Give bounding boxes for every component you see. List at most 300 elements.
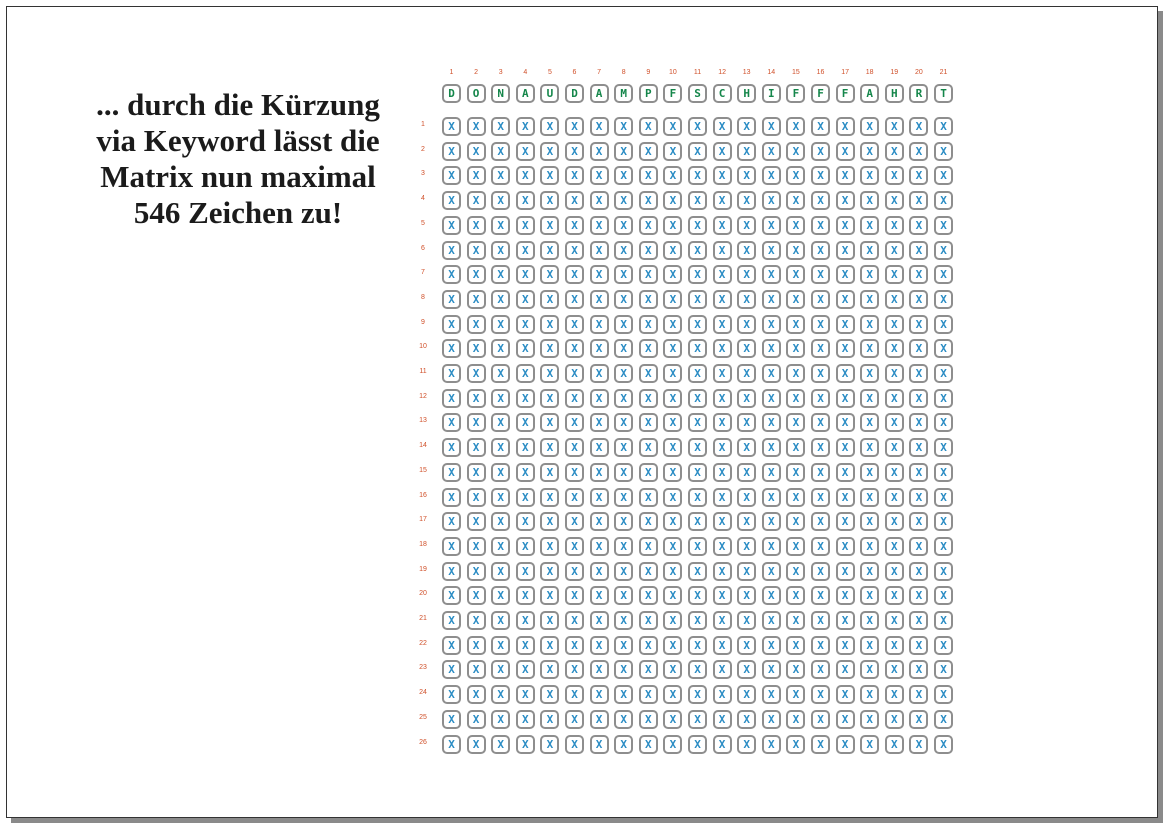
matrix-cell: X <box>786 265 805 284</box>
matrix-cell: X <box>836 265 855 284</box>
matrix-cell: X <box>885 636 904 655</box>
matrix-cell: X <box>836 216 855 235</box>
matrix-cell: X <box>885 191 904 210</box>
matrix-cell: X <box>713 241 732 260</box>
matrix-cell: X <box>614 537 633 556</box>
matrix-cell: X <box>860 636 879 655</box>
matrix-cell: X <box>565 265 584 284</box>
matrix-cell: X <box>909 339 928 358</box>
matrix-cell: X <box>909 413 928 432</box>
column-number: 20 <box>914 69 923 76</box>
matrix-cell: X <box>786 488 805 507</box>
matrix-cell: X <box>663 710 682 729</box>
matrix-cell: X <box>786 389 805 408</box>
matrix-cell: X <box>737 660 756 679</box>
matrix-cell: X <box>467 166 486 185</box>
matrix-cell: X <box>762 488 781 507</box>
row-number: 22 <box>419 639 427 647</box>
matrix-cell: X <box>885 611 904 630</box>
keyword-cell: C <box>713 84 732 103</box>
matrix-cell: X <box>737 685 756 704</box>
matrix-cell: X <box>639 290 658 309</box>
matrix-cell: X <box>442 611 461 630</box>
matrix-cell: X <box>467 290 486 309</box>
caption-line-3: Matrix nun maximal <box>100 159 376 194</box>
matrix-cell: X <box>565 512 584 531</box>
matrix-cell: X <box>909 265 928 284</box>
matrix-cell: X <box>885 685 904 704</box>
matrix-cell: X <box>836 611 855 630</box>
matrix-cell: X <box>713 339 732 358</box>
matrix-cell: X <box>762 117 781 136</box>
column-number: 14 <box>767 69 776 76</box>
matrix-cell: X <box>639 166 658 185</box>
matrix-cell: X <box>565 537 584 556</box>
matrix-cell: X <box>688 463 707 482</box>
matrix-cell: X <box>786 735 805 754</box>
matrix-cell: X <box>786 685 805 704</box>
matrix-cell: X <box>590 216 609 235</box>
matrix-cell: X <box>491 265 510 284</box>
matrix-cell: X <box>467 512 486 531</box>
matrix-cell: X <box>737 586 756 605</box>
matrix-cell: X <box>762 438 781 457</box>
matrix-cell: X <box>663 488 682 507</box>
matrix-cell: X <box>713 512 732 531</box>
matrix-cell: X <box>442 438 461 457</box>
matrix-cell: X <box>934 241 953 260</box>
matrix-cell: X <box>909 389 928 408</box>
row-number: 23 <box>419 664 427 672</box>
matrix-cell: X <box>688 636 707 655</box>
matrix-cell: X <box>491 339 510 358</box>
matrix-cell: X <box>491 611 510 630</box>
matrix-cell: X <box>639 265 658 284</box>
matrix-cell: X <box>737 241 756 260</box>
matrix-cell: X <box>565 562 584 581</box>
matrix-cell: X <box>639 586 658 605</box>
matrix-cell: X <box>442 636 461 655</box>
row-number: 26 <box>419 738 427 746</box>
matrix-cell: X <box>811 512 830 531</box>
matrix-cell: X <box>565 685 584 704</box>
row-number: 5 <box>421 219 425 227</box>
matrix-cell: X <box>614 735 633 754</box>
matrix-cell: X <box>442 685 461 704</box>
matrix-cell: X <box>885 735 904 754</box>
matrix-cell: X <box>811 117 830 136</box>
keyword-cell: D <box>442 84 461 103</box>
matrix-cell: X <box>467 142 486 161</box>
matrix-cell: X <box>811 265 830 284</box>
matrix-cell: X <box>909 710 928 729</box>
matrix-cell: X <box>442 488 461 507</box>
matrix-cell: X <box>836 117 855 136</box>
matrix-cell: X <box>836 315 855 334</box>
matrix-cell: X <box>811 290 830 309</box>
matrix-cell: X <box>860 562 879 581</box>
matrix-cell: X <box>590 389 609 408</box>
matrix-cell: X <box>663 166 682 185</box>
matrix-cell: X <box>688 315 707 334</box>
matrix-cell: X <box>491 389 510 408</box>
matrix-cell: X <box>590 117 609 136</box>
matrix-cell: X <box>762 660 781 679</box>
matrix-cell: X <box>442 315 461 334</box>
matrix-cell: X <box>811 636 830 655</box>
matrix-cell: X <box>442 241 461 260</box>
matrix-cell: X <box>614 389 633 408</box>
matrix-cell: X <box>836 241 855 260</box>
matrix-cell: X <box>811 389 830 408</box>
row-number: 21 <box>419 615 427 622</box>
matrix-cell: X <box>811 562 830 581</box>
matrix-cell: X <box>713 315 732 334</box>
row-number: 17 <box>419 516 427 524</box>
matrix-cell: X <box>614 562 633 581</box>
matrix-cell: X <box>516 290 535 309</box>
matrix-cell: X <box>786 438 805 457</box>
matrix-cell: X <box>491 191 510 210</box>
row-number: 15 <box>419 466 427 474</box>
matrix-cell: X <box>663 660 682 679</box>
matrix-cell: X <box>565 364 584 383</box>
matrix-cell: X <box>663 586 682 605</box>
matrix-cell: X <box>491 636 510 655</box>
matrix-cell: X <box>590 339 609 358</box>
matrix-cell: X <box>885 586 904 605</box>
matrix-cell: X <box>639 389 658 408</box>
matrix-cell: X <box>762 611 781 630</box>
matrix-cell: X <box>762 191 781 210</box>
keyword-cell: F <box>811 84 830 103</box>
matrix-cell: X <box>688 191 707 210</box>
column-number: 19 <box>890 69 899 76</box>
matrix-cell: X <box>565 117 584 136</box>
matrix-cell: X <box>934 611 953 630</box>
matrix-cell: X <box>565 290 584 309</box>
matrix-cell: X <box>860 389 879 408</box>
matrix-cell: X <box>614 463 633 482</box>
matrix-cell: X <box>663 438 682 457</box>
matrix-cell: X <box>491 685 510 704</box>
matrix-cell: X <box>737 216 756 235</box>
matrix-cell: X <box>467 660 486 679</box>
matrix-cell: X <box>516 636 535 655</box>
matrix-cell: X <box>467 537 486 556</box>
matrix-cell: X <box>540 142 559 161</box>
matrix-cell: X <box>491 660 510 679</box>
matrix-cell: X <box>934 438 953 457</box>
matrix-cell: X <box>565 660 584 679</box>
matrix-cell: X <box>786 191 805 210</box>
matrix-cell: X <box>885 488 904 507</box>
matrix-cell: X <box>590 413 609 432</box>
matrix-cell: X <box>860 413 879 432</box>
matrix-cell: X <box>688 166 707 185</box>
matrix-cell: X <box>713 265 732 284</box>
matrix-cell: X <box>934 413 953 432</box>
matrix-cell: X <box>663 636 682 655</box>
matrix-cell: X <box>540 364 559 383</box>
matrix-cell: X <box>909 463 928 482</box>
matrix-cell: X <box>614 166 633 185</box>
matrix-cell: X <box>540 611 559 630</box>
matrix-cell: X <box>688 537 707 556</box>
matrix-cell: X <box>737 537 756 556</box>
matrix-cell: X <box>860 537 879 556</box>
keyword-cell: U <box>540 84 559 103</box>
matrix-cell: X <box>442 265 461 284</box>
matrix-cell: X <box>737 364 756 383</box>
matrix-cell: X <box>909 488 928 507</box>
column-number: 11 <box>693 69 702 76</box>
matrix-cell: X <box>885 339 904 358</box>
matrix-cell: X <box>491 413 510 432</box>
matrix-cell: X <box>516 413 535 432</box>
matrix-cell: X <box>590 636 609 655</box>
matrix-cell: X <box>786 117 805 136</box>
matrix-cell: X <box>737 142 756 161</box>
matrix-cell: X <box>909 685 928 704</box>
matrix-cell: X <box>934 463 953 482</box>
matrix-cell: X <box>590 537 609 556</box>
matrix-cell: X <box>467 586 486 605</box>
matrix-cell: X <box>614 636 633 655</box>
matrix-cell: X <box>860 166 879 185</box>
matrix-cell: X <box>786 710 805 729</box>
matrix-cell: X <box>516 166 535 185</box>
matrix-cell: X <box>565 413 584 432</box>
matrix-cell: X <box>762 315 781 334</box>
matrix-cell: X <box>614 290 633 309</box>
matrix-cell: X <box>614 710 633 729</box>
matrix-cell: X <box>860 463 879 482</box>
row-number: 8 <box>421 293 425 301</box>
matrix-cell: X <box>540 636 559 655</box>
matrix-cell: X <box>811 216 830 235</box>
matrix-cell: X <box>762 241 781 260</box>
matrix-cell: X <box>442 562 461 581</box>
caption-line-2: via Keyword lässt die <box>96 123 380 158</box>
matrix-cell: X <box>639 562 658 581</box>
matrix-cell: X <box>491 512 510 531</box>
matrix-cell: X <box>762 586 781 605</box>
matrix-cell: X <box>663 117 682 136</box>
matrix-cell: X <box>934 364 953 383</box>
matrix-cell: X <box>442 512 461 531</box>
matrix-cell: X <box>540 339 559 358</box>
matrix-cell: X <box>442 290 461 309</box>
matrix-cell: X <box>639 537 658 556</box>
matrix-cell: X <box>491 216 510 235</box>
matrix-cell: X <box>786 339 805 358</box>
matrix-cell: X <box>713 117 732 136</box>
matrix-cell: X <box>516 710 535 729</box>
matrix-cell: X <box>565 389 584 408</box>
matrix-cell: X <box>860 438 879 457</box>
matrix-cell: X <box>639 364 658 383</box>
matrix-cell: X <box>836 586 855 605</box>
matrix-cell: X <box>836 339 855 358</box>
matrix-cell: X <box>442 339 461 358</box>
column-number: 15 <box>791 69 800 76</box>
matrix-cell: X <box>713 290 732 309</box>
matrix-cell: X <box>565 586 584 605</box>
matrix-cell: X <box>713 216 732 235</box>
matrix-cell: X <box>934 735 953 754</box>
column-number: 5 <box>547 69 552 76</box>
matrix-cell: X <box>516 117 535 136</box>
matrix-cell: X <box>663 339 682 358</box>
matrix-cell: X <box>909 117 928 136</box>
matrix-cell: X <box>786 290 805 309</box>
column-number: 8 <box>621 69 626 76</box>
matrix-cell: X <box>737 413 756 432</box>
matrix-cell: X <box>516 241 535 260</box>
matrix-cell: X <box>836 413 855 432</box>
column-number: 13 <box>742 69 751 76</box>
matrix-cell: X <box>590 290 609 309</box>
matrix-cell: X <box>516 438 535 457</box>
matrix-cell: X <box>590 241 609 260</box>
matrix-cell: X <box>540 710 559 729</box>
column-number: 17 <box>841 69 849 76</box>
matrix-cell: X <box>467 611 486 630</box>
matrix-cell: X <box>836 290 855 309</box>
matrix-cell: X <box>934 315 953 334</box>
matrix-cell: X <box>811 488 830 507</box>
matrix-cell: X <box>540 413 559 432</box>
matrix-cell: X <box>713 438 732 457</box>
matrix-cell: X <box>491 142 510 161</box>
column-number: 10 <box>668 69 677 76</box>
matrix-cell: X <box>811 438 830 457</box>
matrix-cell: X <box>762 512 781 531</box>
column-number: 9 <box>646 69 651 76</box>
column-number: 3 <box>498 69 503 76</box>
matrix-cell: X <box>663 364 682 383</box>
matrix-cell: X <box>934 488 953 507</box>
matrix-cell: X <box>614 315 633 334</box>
matrix-cell: X <box>836 463 855 482</box>
matrix-cell: X <box>860 660 879 679</box>
matrix-cell: X <box>540 562 559 581</box>
matrix-cell: X <box>614 611 633 630</box>
matrix-cell: X <box>885 512 904 531</box>
matrix-cell: X <box>786 537 805 556</box>
matrix-cell: X <box>885 117 904 136</box>
column-number: 18 <box>865 69 874 76</box>
row-number: 14 <box>419 442 427 450</box>
matrix-cell: X <box>836 438 855 457</box>
matrix-cell: X <box>836 710 855 729</box>
matrix-cell: X <box>639 463 658 482</box>
matrix-cell: X <box>811 191 830 210</box>
matrix-cell: X <box>836 389 855 408</box>
matrix-cell: X <box>516 685 535 704</box>
matrix-cell: X <box>688 710 707 729</box>
matrix-cell: X <box>786 142 805 161</box>
matrix-cell: X <box>737 117 756 136</box>
matrix-cell: X <box>909 537 928 556</box>
matrix-cell: X <box>934 290 953 309</box>
matrix-cell: X <box>565 241 584 260</box>
matrix-cell: X <box>565 339 584 358</box>
matrix-cell: X <box>860 735 879 754</box>
row-number: 13 <box>419 417 427 425</box>
matrix-cell: X <box>860 685 879 704</box>
matrix-cell: X <box>860 512 879 531</box>
matrix-cell: X <box>909 562 928 581</box>
keyword-cell: F <box>836 84 855 103</box>
matrix-cell: X <box>713 191 732 210</box>
matrix-cell: X <box>614 438 633 457</box>
matrix-cell: X <box>737 265 756 284</box>
matrix-cell: X <box>737 438 756 457</box>
row-number: 24 <box>419 689 427 697</box>
matrix-cell: X <box>909 735 928 754</box>
row-number: 11 <box>419 368 427 375</box>
matrix-cell: X <box>491 537 510 556</box>
matrix-cell: X <box>713 660 732 679</box>
caption-text <box>73 87 403 231</box>
matrix-cell: X <box>614 685 633 704</box>
matrix-cell: X <box>663 389 682 408</box>
matrix-cell: X <box>639 241 658 260</box>
matrix-cell: X <box>688 142 707 161</box>
matrix-cell: X <box>885 710 904 729</box>
matrix-cell: X <box>688 339 707 358</box>
row-number: 7 <box>421 269 425 277</box>
matrix-cell: X <box>540 735 559 754</box>
matrix-cell: X <box>491 586 510 605</box>
matrix-cell: X <box>934 339 953 358</box>
matrix-cell: X <box>540 586 559 605</box>
matrix-cell: X <box>860 265 879 284</box>
matrix-cell: X <box>639 512 658 531</box>
matrix-cell: X <box>713 166 732 185</box>
matrix-cell: X <box>786 636 805 655</box>
matrix-cell: X <box>713 537 732 556</box>
matrix-cell: X <box>860 315 879 334</box>
matrix-cell: X <box>737 315 756 334</box>
matrix-cell: X <box>934 166 953 185</box>
matrix-cell: X <box>737 463 756 482</box>
keyword-cell: S <box>688 84 707 103</box>
keyword-cell: M <box>614 84 633 103</box>
matrix-cell: X <box>516 142 535 161</box>
matrix-cell: X <box>540 315 559 334</box>
matrix-cell: X <box>614 364 633 383</box>
matrix-cell: X <box>860 241 879 260</box>
matrix-cell: X <box>811 142 830 161</box>
matrix-cell: X <box>590 438 609 457</box>
matrix-cell: X <box>713 562 732 581</box>
matrix-cell: X <box>639 685 658 704</box>
matrix-cell: X <box>713 636 732 655</box>
matrix-cell: X <box>688 265 707 284</box>
matrix-cell: X <box>663 562 682 581</box>
matrix-cell: X <box>467 562 486 581</box>
matrix-cell: X <box>934 710 953 729</box>
matrix-cell: X <box>516 364 535 383</box>
matrix-cell: X <box>860 586 879 605</box>
matrix-cell: X <box>565 735 584 754</box>
matrix-cell: X <box>836 364 855 383</box>
matrix-cell: X <box>442 735 461 754</box>
matrix-cell: X <box>540 463 559 482</box>
